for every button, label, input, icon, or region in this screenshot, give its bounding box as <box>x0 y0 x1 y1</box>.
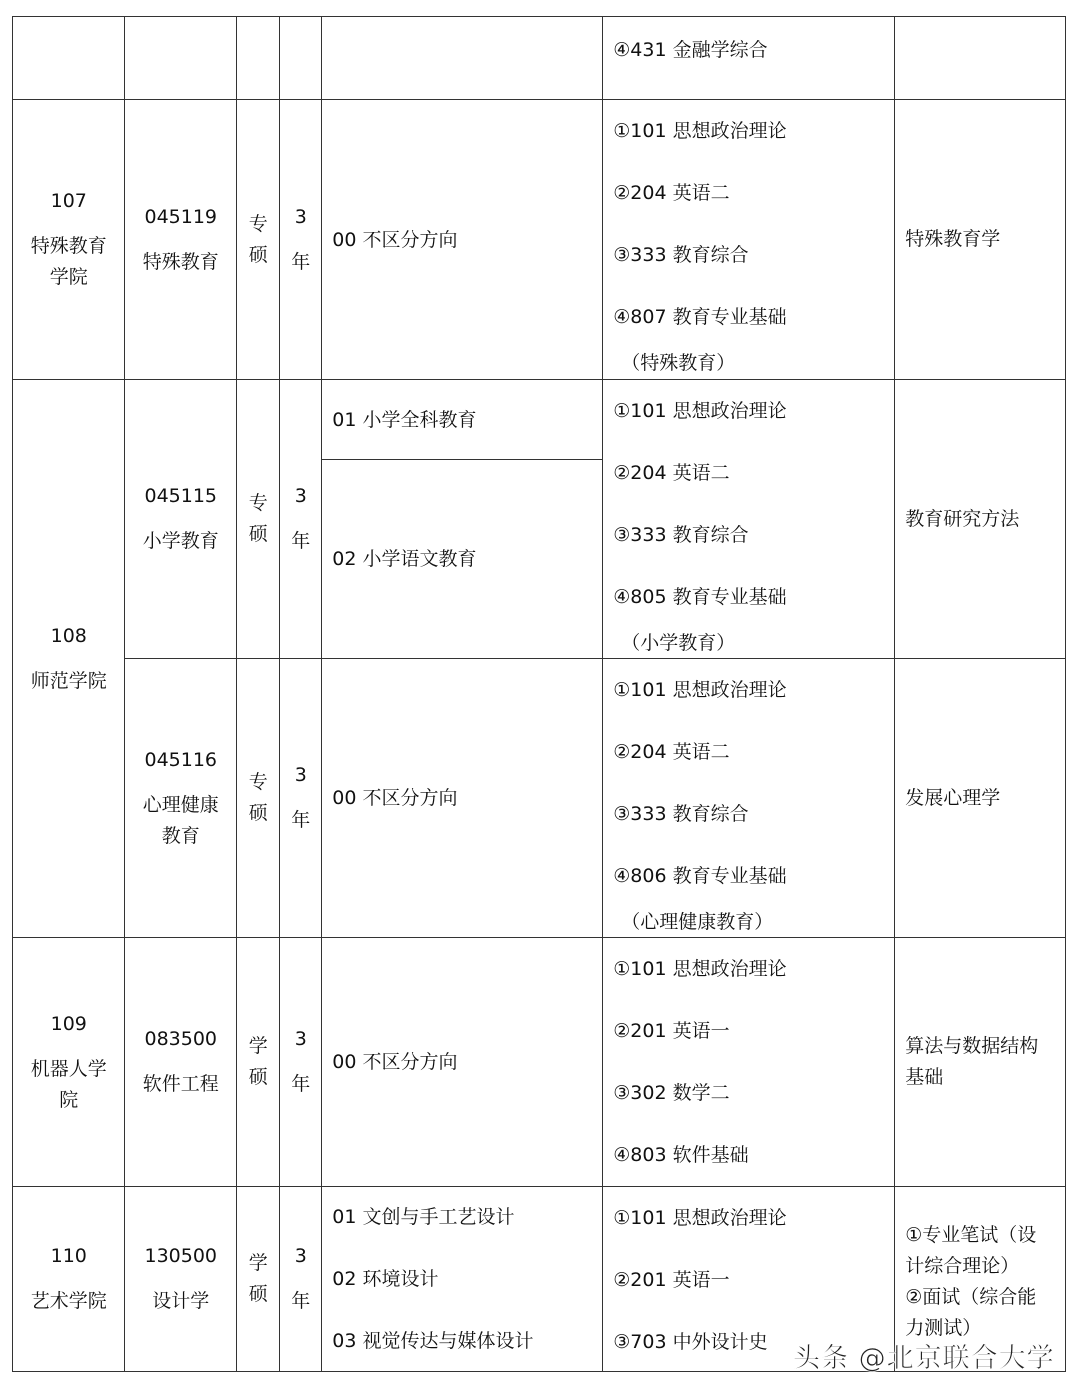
college-name: 机器人学 <box>30 1057 107 1080</box>
cell-major <box>124 99 237 380</box>
exam-item: ③333 教育综合 <box>613 244 749 267</box>
exam-item: ④807 教育专业基础 <box>613 306 787 329</box>
exam-item: ③333 教育综合 <box>613 524 749 547</box>
direction: 01 文创与手工艺设计 <box>332 1206 515 1229</box>
cell-additional <box>894 379 1066 659</box>
cell-years <box>279 379 322 659</box>
additional-exam: 基础 <box>905 1066 944 1089</box>
college-code: 107 <box>50 190 87 213</box>
cell-major <box>124 379 237 659</box>
exam-item: ②201 英语一 <box>613 1269 730 1292</box>
major-code: 045119 <box>144 205 218 228</box>
years: 3 <box>294 205 307 228</box>
cell-major <box>124 1186 237 1372</box>
exam-item: ③333 教育综合 <box>613 803 749 826</box>
degree-type: 专 <box>248 212 268 235</box>
years: 3 <box>294 1028 307 1051</box>
degree-type: 学 <box>248 1035 268 1058</box>
additional-exam: 教育研究方法 <box>905 507 1020 530</box>
cell-direction <box>321 16 603 100</box>
exam-item: ②204 英语二 <box>613 462 730 485</box>
major-code: 130500 <box>144 1245 218 1268</box>
additional-exam: ②面试（综合能 <box>905 1286 1037 1309</box>
cell-major <box>124 658 237 938</box>
watermark: 头条 @北京联合大学 <box>793 1343 1055 1374</box>
cell-years <box>279 937 322 1187</box>
cell-college <box>12 99 125 380</box>
cell-exams <box>602 379 895 659</box>
years: 年 <box>291 250 311 273</box>
college-name: 学院 <box>49 266 88 289</box>
additional-exam: ①专业笔试（设 <box>905 1224 1037 1247</box>
additional-exam: 特殊教育学 <box>905 228 1001 251</box>
cell-direction <box>321 99 603 380</box>
cell-years <box>279 16 322 100</box>
exam-item: ①101 思想政治理论 <box>613 958 787 981</box>
degree-type: 硕 <box>248 1283 268 1306</box>
years: 3 <box>294 764 307 787</box>
cell-direction <box>321 1186 603 1372</box>
cell-type <box>236 937 280 1187</box>
major-name: 特殊教育 <box>142 250 219 273</box>
cell-college <box>12 1186 125 1372</box>
degree-type: 硕 <box>248 1066 268 1089</box>
years: 年 <box>291 1290 311 1313</box>
exam-item: ③302 数学二 <box>613 1082 730 1105</box>
years: 3 <box>294 1245 307 1268</box>
cell-additional <box>894 99 1066 380</box>
exam-item: ④805 教育专业基础 <box>613 586 787 609</box>
cell-exams <box>602 937 895 1187</box>
cell-college <box>12 379 125 938</box>
cell-exams <box>602 99 895 380</box>
exam-item: ①101 思想政治理论 <box>613 679 787 702</box>
direction: 01 小学全科教育 <box>332 408 477 431</box>
years: 年 <box>291 1073 311 1096</box>
cell-years <box>279 1186 322 1372</box>
cell-college <box>12 16 125 100</box>
additional-exam: 力测试） <box>905 1317 982 1340</box>
direction: 00 不区分方向 <box>332 1051 458 1074</box>
additional-exam: 计综合理论） <box>905 1255 1020 1278</box>
major-name: 软件工程 <box>142 1073 219 1096</box>
years: 年 <box>291 530 311 553</box>
direction: 03 视觉传达与媒体设计 <box>332 1330 534 1353</box>
college-code: 109 <box>50 1012 87 1035</box>
exam-sub: （小学教育） <box>621 632 736 655</box>
cell-major <box>124 937 237 1187</box>
major-code: 045116 <box>144 748 218 771</box>
college-code: 110 <box>50 1245 87 1268</box>
cell-exams <box>602 658 895 938</box>
cell-exams <box>602 16 895 100</box>
cell-additional <box>894 16 1066 100</box>
cell-direction <box>321 459 603 659</box>
major-code: 083500 <box>144 1028 218 1051</box>
major-name: 小学教育 <box>142 530 219 553</box>
exam-sub: （心理健康教育） <box>621 911 774 934</box>
major-name: 设计学 <box>152 1290 210 1313</box>
major-code: 045115 <box>144 485 218 508</box>
degree-type: 硕 <box>248 243 268 266</box>
cell-years <box>279 99 322 380</box>
degree-type: 硕 <box>248 802 268 825</box>
degree-type: 硕 <box>248 523 268 546</box>
additional-exam: 算法与数据结构 <box>905 1035 1039 1058</box>
exam-item: ①101 思想政治理论 <box>613 120 787 143</box>
major-name: 心理健康 <box>142 793 219 816</box>
years: 年 <box>291 809 311 832</box>
degree-type: 专 <box>248 492 268 515</box>
cell-type <box>236 1186 280 1372</box>
cell-type <box>236 379 280 659</box>
cell-type <box>236 658 280 938</box>
cell-type <box>236 16 280 100</box>
degree-type: 学 <box>248 1252 268 1275</box>
direction: 00 不区分方向 <box>332 228 458 251</box>
exam-item: ①101 思想政治理论 <box>613 1207 787 1230</box>
college-name: 艺术学院 <box>30 1290 107 1313</box>
college-name: 特殊教育 <box>30 235 107 258</box>
degree-type: 专 <box>248 771 268 794</box>
exam-item: ④431 金融学综合 <box>613 39 768 62</box>
cell-direction <box>321 937 603 1187</box>
exam-item: ②201 英语一 <box>613 1020 730 1043</box>
cell-years <box>279 658 322 938</box>
cell-direction <box>321 379 603 460</box>
exam-item: ①101 思想政治理论 <box>613 400 787 423</box>
cell-college <box>12 937 125 1187</box>
cell-major <box>124 16 237 100</box>
direction: 02 小学语文教育 <box>332 548 477 571</box>
cell-direction <box>321 658 603 938</box>
cell-type <box>236 99 280 380</box>
exam-item: ④803 软件基础 <box>613 1144 749 1167</box>
exam-item: ③703 中外设计史 <box>613 1331 768 1354</box>
direction: 00 不区分方向 <box>332 787 458 810</box>
exam-item: ②204 英语二 <box>613 741 730 764</box>
exam-item: ④806 教育专业基础 <box>613 865 787 888</box>
cell-additional <box>894 658 1066 938</box>
college-code: 108 <box>50 624 87 647</box>
cell-additional <box>894 937 1066 1187</box>
college-name: 师范学院 <box>30 669 107 692</box>
exam-sub: （特殊教育） <box>621 352 736 375</box>
direction: 02 环境设计 <box>332 1268 439 1291</box>
exam-item: ②204 英语二 <box>613 182 730 205</box>
years: 3 <box>294 485 307 508</box>
additional-exam: 发展心理学 <box>905 786 1001 809</box>
major-name: 教育 <box>161 824 200 847</box>
college-name: 院 <box>59 1088 79 1111</box>
